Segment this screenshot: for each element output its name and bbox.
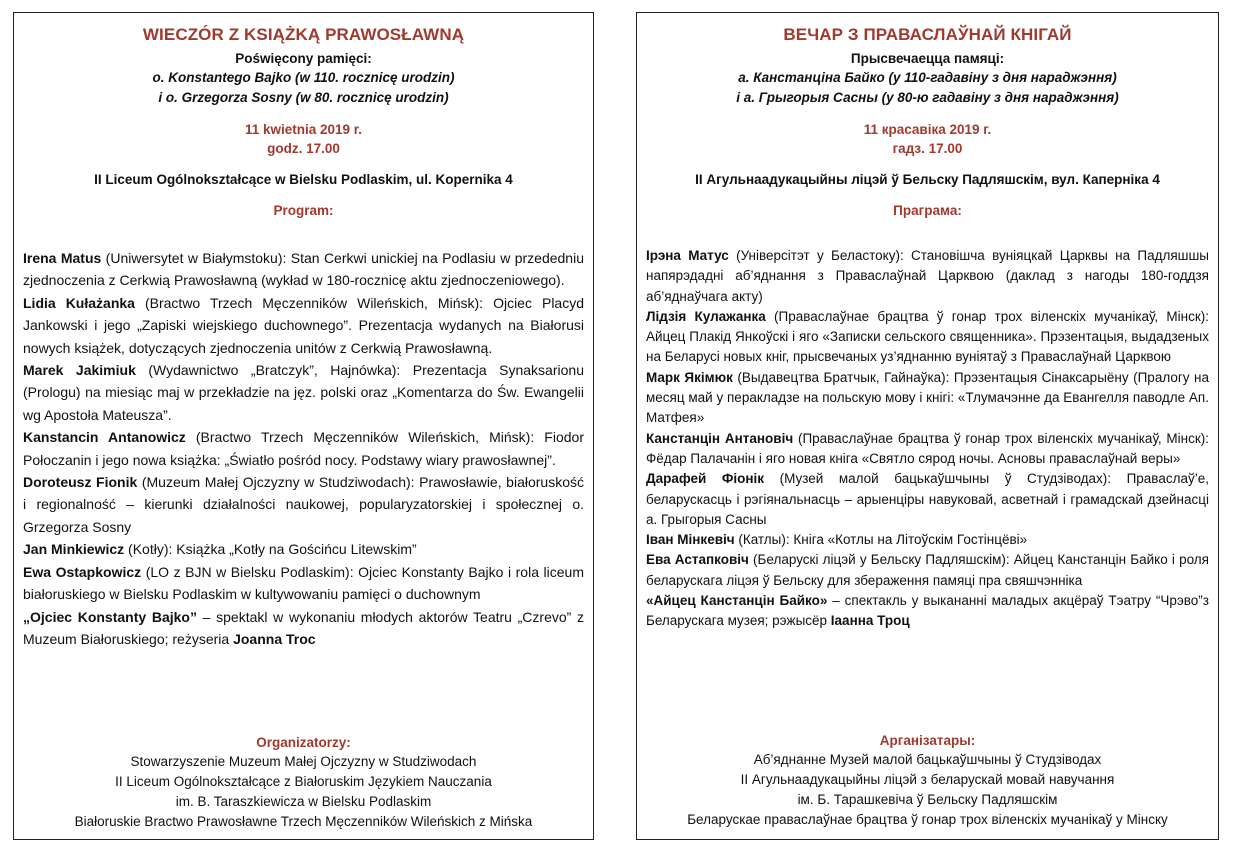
- entry-description: (Bractwo Trzech Męczenników Wileńskich, Mińsk): Fiodor Połoczanin i jego nowa książka: „Światło pośród nocy. Podstawy wiary prawosławnej”.: [23, 429, 584, 468]
- entry-description: (Праваслаўнае брацтва ў гонар трох віленскіх мучанікаў, Мінск): Айцец Плакід Янкоўскі і яго «Записки сельского священника». Прэзентацыя, выдадзеных на Беларусі новых кніг, прысвечаных уз’яднанню вуніятаў з Праваслаўнай Царквою: [646, 308, 1209, 365]
- organizer-line: II Liceum Ogólnokształcące z Białoruskim Językiem Nauczania: [115, 774, 492, 789]
- program-entry: [23, 561, 584, 606]
- entry-description: (Універсітэт у Беластоку): Становішча вуніяцкай Царквы на Падляшшы напярэдадні аб’яднання з Праваслаўнай Царквою (даклад з нагоды 180-годдзя аб’яднаўчага акту): [646, 248, 1210, 304]
- entry-description: (Uniwersytet w Białymstoku): Stan Cerkwi unickiej na Podlasiu w przededniu zjednoczenia z Cerkwią Prawosławną (wykład w 180-rocznicę aktu zjednoczeniowego).: [23, 250, 584, 289]
- director-name: Joanna Troc: [233, 630, 316, 647]
- program-entry: [646, 429, 1209, 470]
- director-name: Іаанна Троц: [830, 613, 910, 629]
- program-entry: [646, 591, 1209, 632]
- speaker-name: Lidia Kułażanka: [23, 294, 135, 311]
- program-entry: [23, 247, 584, 292]
- program-entry: [23, 606, 584, 651]
- entry-description: (Выдавецтва Братчык, Гайнаўка): Прэзентацыя Сінаксарыёну (Пралогу на месяц май у перакладзе на польскую мову і кнігі: «Тлумачэнне да Евангелля паводле Ап. Матфея»: [646, 369, 1210, 426]
- performance-title: «Айцец Канстанцін Байко»: [646, 593, 828, 609]
- speaker-name: Ірэна Матус: [646, 248, 729, 263]
- dedication-heading: Прысвечаецца памяці:: [850, 51, 1005, 66]
- page-title: ВЕЧАР З ПРАВАСЛАЎНАЙ КНІГАЙ: [783, 25, 1072, 44]
- organizer-line: Stowarzyszenie Muzeum Małej Ojczyzny w Studziwodach: [130, 754, 477, 769]
- belarusian-program-panel: [636, 12, 1219, 840]
- entry-description: (Muzeum Małej Ojczyzny w Studziwodach): Prawosławie, białoruskość i regionalność – kierunki działalności naukowej, popularyzatorskiej i społecznej o. Grzegorza Sosny: [23, 474, 584, 535]
- organizer-line: Беларускае праваслаўнае брацтва ў гонар трох віленскіх мучанікаў у Мінску: [687, 812, 1168, 827]
- program-list: [23, 247, 584, 650]
- speaker-name: Ева Астапковіч: [646, 552, 749, 568]
- speaker-name: Дарафей Фіонік: [646, 471, 765, 487]
- organizer-line: Białoruskie Bractwo Prawosławne Trzech Męczenników Wileńskich z Mińska: [74, 814, 533, 829]
- program-entry: [646, 550, 1209, 591]
- dedication-line: o. Konstantego Bajko (w 110. rocznicę urodzin): [152, 70, 455, 85]
- performance-title: „Ojciec Konstanty Bajko”: [23, 608, 197, 625]
- organizers-heading: Арганізатары:: [879, 733, 976, 748]
- entry-description: (Музей малой бацькаўшчыны ў Студзіводах): Праваслаў’е, беларускасць і рэгіянальнасць – арыенціры навуковай, асветнай і грамадскай дзейнасці а. Грыгорыя Сасны: [646, 471, 1209, 527]
- speaker-name: Марк Якімюк: [646, 369, 733, 385]
- entry-description: (Катлы): Кніга «Котлы на Літоўскім Гостінцёві»: [734, 532, 1028, 548]
- speaker-name: Лідзія Кулажанка: [646, 308, 766, 324]
- program-entry: [646, 307, 1209, 368]
- organizer-line: im. B. Taraszkiewicza w Bielsku Podlaskim: [175, 794, 432, 809]
- speaker-name: Іван Мінкевіч: [646, 532, 735, 548]
- event-date: 11 kwietnia 2019 r.: [244, 122, 363, 137]
- entry-description: (Беларускі ліцэй у Бельску Падляшскім): Айцец Канстанцін Байко і роля беларускага ліцэя ў Бельску для збераження памяці пра свяшчэнніка: [646, 552, 1209, 588]
- speaker-name: Канстанцін Антановіч: [646, 430, 794, 446]
- speaker-name: Doroteusz Fionik: [23, 474, 138, 491]
- organizers-block: [23, 735, 584, 832]
- entry-description: (Kotły): Książka „Kotły na Gościńcu Litewskim”: [124, 541, 417, 558]
- program-entry: [23, 292, 584, 359]
- dedication-line: і а. Грыгорыя Сасны (у 80-ю гадавіну з дня нараджэння): [736, 90, 1119, 105]
- entry-description: (Bractwo Trzech Męczenników Wileńskich, Mińsk): Ojciec Placyd Jankowski i jego „Zapiski wiejskiego duchownego”. Prezentacja wydanych na Białorusi nowych książek, dotyczących zjednoczenia unitów z Cerkwią Prawosławną.: [23, 294, 585, 356]
- event-venue: ІІ Агульнаадукацыйны ліцэй ў Бельску Падляшскім, вул. Каперніка 4: [695, 172, 1160, 187]
- program-entry: [646, 530, 1209, 550]
- speaker-name: Marek Jakimiuk: [23, 362, 136, 379]
- program-heading: Праграма:: [893, 203, 962, 218]
- event-time: гадз. 17.00: [892, 141, 963, 156]
- organizer-line: Аб’яднанне Музей малой бацькаўшчыны ў Студзіводах: [753, 752, 1102, 767]
- program-entry: [23, 359, 584, 426]
- entry-description: – spektakl w wykonaniu młodych aktorów Teatru „Czrevo” z Muzeum Białoruskiego; reżyseria: [23, 608, 584, 647]
- entry-description: (Праваслаўнае брацтва ў гонар трох віленскіх мучанікаў, Мінск): Фёдар Палачанін і яго новая кніга «Святло сярод ночы. Асновы праваслаўнай веры»: [646, 430, 1209, 466]
- program-list: [646, 246, 1209, 632]
- program-entry: [23, 538, 584, 560]
- program-entry: [23, 426, 584, 471]
- dedication-line: i o. Grzegorza Sosny (w 80. rocznicę urodzin): [158, 90, 449, 105]
- event-venue: II Liceum Ogólnokształcące w Bielsku Podlaskim, ul. Kopernika 4: [94, 172, 513, 187]
- entry-description: (LO z BJN w Bielsku Podlaskim): Ojciec Konstanty Bajko i rola liceum białoruskiego w Bielsku Podlaskim w kultywowaniu pamięci o duchownym: [23, 563, 584, 603]
- program-entry: [646, 246, 1209, 307]
- organizer-line: ІІ Агульнаадукацыйны ліцэй з беларускай мовай навучання: [740, 772, 1115, 787]
- speaker-name: Kanstancin Antanowicz: [23, 429, 186, 446]
- speaker-name: Jan Minkiewicz: [23, 541, 125, 558]
- program-entry: [23, 471, 584, 538]
- organizer-line: ім. Б. Тарашкевіча ў Бельску Падляшскім: [797, 792, 1058, 807]
- dedication-line: а. Канстанціна Байко (у 110-гадавіну з дня нараджэння): [738, 70, 1117, 85]
- polish-program-panel: [13, 12, 594, 840]
- page-title: WIECZÓR Z KSIĄŻKĄ PRAWOSŁAWNĄ: [142, 25, 465, 44]
- entry-description: (Wydawnictwo „Bratczyk”, Hajnówka): Prezentacja Synaksarionu (Prologu) na miesiąc maj w przekładzie na jęz. polski oraz „Komentarza do Św. Ewangelii wg Apostoła Mateusza”.: [23, 362, 584, 423]
- organizers-block: [646, 733, 1209, 830]
- program-entry: [646, 368, 1209, 429]
- program-entry: [646, 469, 1209, 530]
- event-time: godz. 17.00: [267, 141, 340, 156]
- speaker-name: Ewa Ostapkowicz: [23, 563, 142, 580]
- dedication-heading: Poświęcony pamięci:: [235, 51, 372, 66]
- program-heading: Program:: [273, 203, 334, 218]
- entry-description: – спектакль у выкананні маладых акцёраў Тэатру “Чрэво”з Беларускага музея; рэжысёр: [646, 593, 1209, 629]
- event-date: 11 красавіка 2019 г.: [863, 122, 992, 137]
- speaker-name: Irena Matus: [23, 250, 102, 266]
- organizers-heading: Organizatorzy:: [256, 735, 351, 750]
